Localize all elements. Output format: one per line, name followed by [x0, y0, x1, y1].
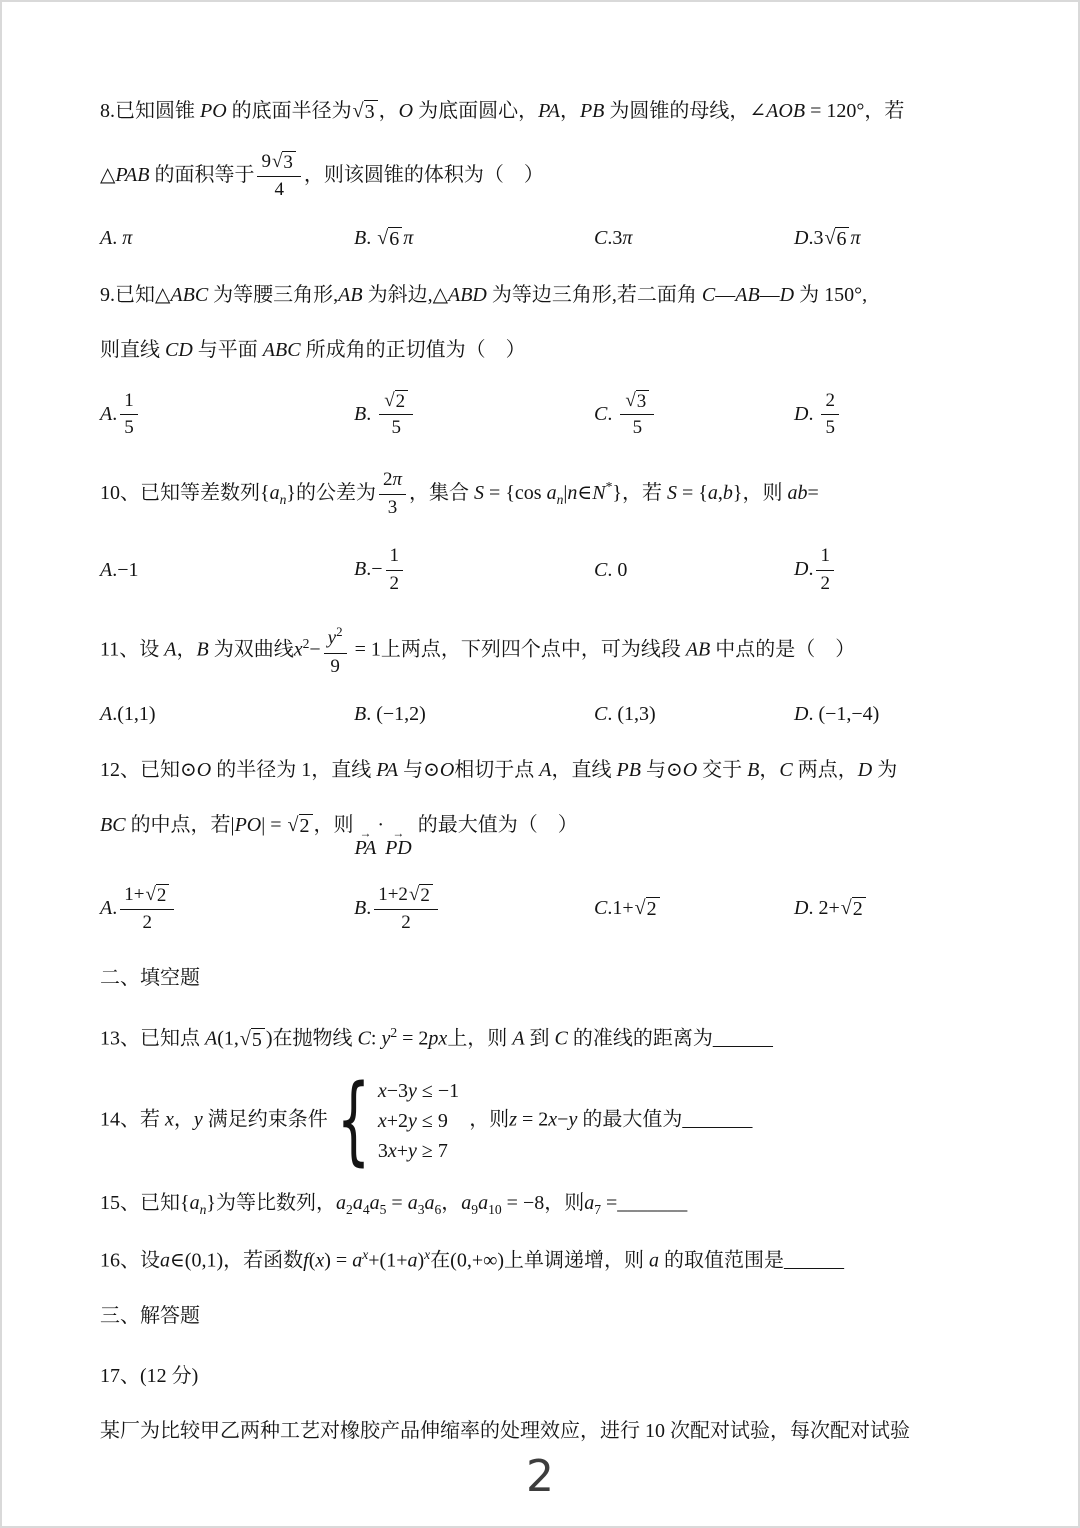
- question-10-options: [100, 545, 988, 596]
- question-9-option-C: C. √ 3 5: [594, 390, 794, 441]
- question-8-option-D: D.3 √ 6 π: [794, 226, 861, 250]
- question-11-option-C: C. (1,3): [594, 703, 656, 726]
- question-14: [100, 1064, 988, 1177]
- question-11-option-B: B. (−1,2): [354, 703, 426, 726]
- question-12-option-D: D. 2+ √ 2: [794, 897, 988, 921]
- question-12: [100, 755, 988, 934]
- question-8-option-A: A. π: [100, 227, 133, 250]
- question-11-line-1: 11、设 A，B 为双曲线$x^2-$ $\frac{y^2}{9}$ = 1上两点，下列四个点中，可为线段 AB 中点的是（ ）: [100, 624, 856, 677]
- question-8-line-1: 8.已知圆锥 PO 的底面半径为 √ 3 ，O 为底面圆心，PA，PB 为圆锥的母线，∠AOB = 120°，若: [100, 100, 905, 123]
- question-10-option-B: B.− $\frac{1}{2}$: [354, 545, 594, 596]
- question-17-line-2: 某厂为比较甲乙两种工艺对橡胶产品伸缩率的处理效应，进行 10 次配对试验，每次配对试验: [100, 1420, 910, 1443]
- question-8-option-B: B. √ 6 π: [354, 226, 414, 250]
- question-12-options: [100, 884, 988, 935]
- question-9-option-B: B. √ 2 5: [354, 390, 594, 441]
- question-15-line-1: 15、已知$\{a_n\}$为等比数列，$a_2a_4a_5 = a_3a_6$，$a_9a_{10} = -8$，则$a_7$ =_______: [100, 1192, 688, 1218]
- question-9: [100, 280, 988, 441]
- question-11-options: [100, 703, 988, 726]
- question-12-option-C: C.1+ √ 2: [594, 897, 794, 921]
- question-10-option-C: C. 0: [594, 558, 628, 581]
- section-header-fill-in-blank: 二、填空题: [100, 967, 200, 990]
- question-8-options: [100, 227, 988, 251]
- question-9-option-A: A. $\frac{1}{5}$: [100, 390, 354, 441]
- question-10-option-D: D. $\frac{1}{2}$: [794, 545, 988, 596]
- question-14-line-1: 14、若 x，y 满足约束条件 { x−3y ≤ −1 x+2y ≤ 9 3x+y ≥ 7 ，则z = 2x−y 的最大值为_______: [100, 1064, 753, 1177]
- question-16-line-1: 16、设a∈(0,1)，若函数$f(x) = a^x+(1+a)^x$在(0,+∞)上单调递增，则 a 的取值范围是______: [100, 1247, 845, 1273]
- question-12-line-2: BC 的中点，若|PO| = √ 2 ，则 → PA · → PD 的最大值为（ ）: [100, 814, 578, 859]
- question-8-option-C: C.3π: [594, 227, 633, 250]
- question-10: [100, 469, 988, 595]
- question-12-line-1: 12、已知⊙O 的半径为 1，直线 PA 与⊙O相切于点 A，直线 PB 与⊙O 交于 B，C 两点，D 为: [100, 759, 898, 782]
- question-12-option-B: B. 1+2 √ 2 2: [354, 884, 594, 935]
- question-9-line-1: 9.已知△ABC 为等腰三角形,AB 为斜边,△ABD 为等边三角形,若二面角 C—AB—D 为 150°,: [100, 283, 868, 306]
- question-12-option-A: A. 1+ √ 2 2: [100, 884, 354, 935]
- question-11: [100, 624, 988, 726]
- question-13: [100, 1023, 988, 1054]
- question-16: [100, 1245, 988, 1276]
- question-9-line-2: 则直线 CD 与平面 ABC 所成角的正切值为（ ）: [100, 338, 526, 361]
- question-17-line-1: 17、(12 分): [100, 1365, 199, 1388]
- question-13-line-1: 13、已知点 A(1, √ 5 )在抛物线 C: $y^2 = 2px$上，则 A 到 C 的准线的距离为______: [100, 1025, 773, 1052]
- page-number: 2: [526, 1451, 554, 1502]
- question-9-option-D: D. $\frac{2}{5}$: [794, 390, 988, 441]
- section-header-solution: 三、解答题: [100, 1305, 200, 1328]
- question-11-option-A: A.(1,1): [100, 703, 156, 726]
- question-11-option-D: D. (−1,−4): [794, 703, 880, 726]
- exam-content: [100, 96, 988, 1446]
- question-15: [100, 1188, 988, 1220]
- question-17: [100, 1361, 988, 1446]
- question-10-line-1: 10、已知等差数列$\{a_n\}$的公差为 $\frac{2\pi}{3}$ ，集合 S = {cos $a_n|n\in N^*$}，若 S = {a,b}，则 ab=: [100, 469, 819, 519]
- question-9-options: [100, 390, 988, 441]
- question-8: [100, 96, 988, 251]
- question-10-option-A: A.−1: [100, 558, 139, 581]
- question-8-line-2: △PAB 的面积等于 9 √ 3 4 ，则该圆锥的体积为（ ）: [100, 151, 544, 200]
